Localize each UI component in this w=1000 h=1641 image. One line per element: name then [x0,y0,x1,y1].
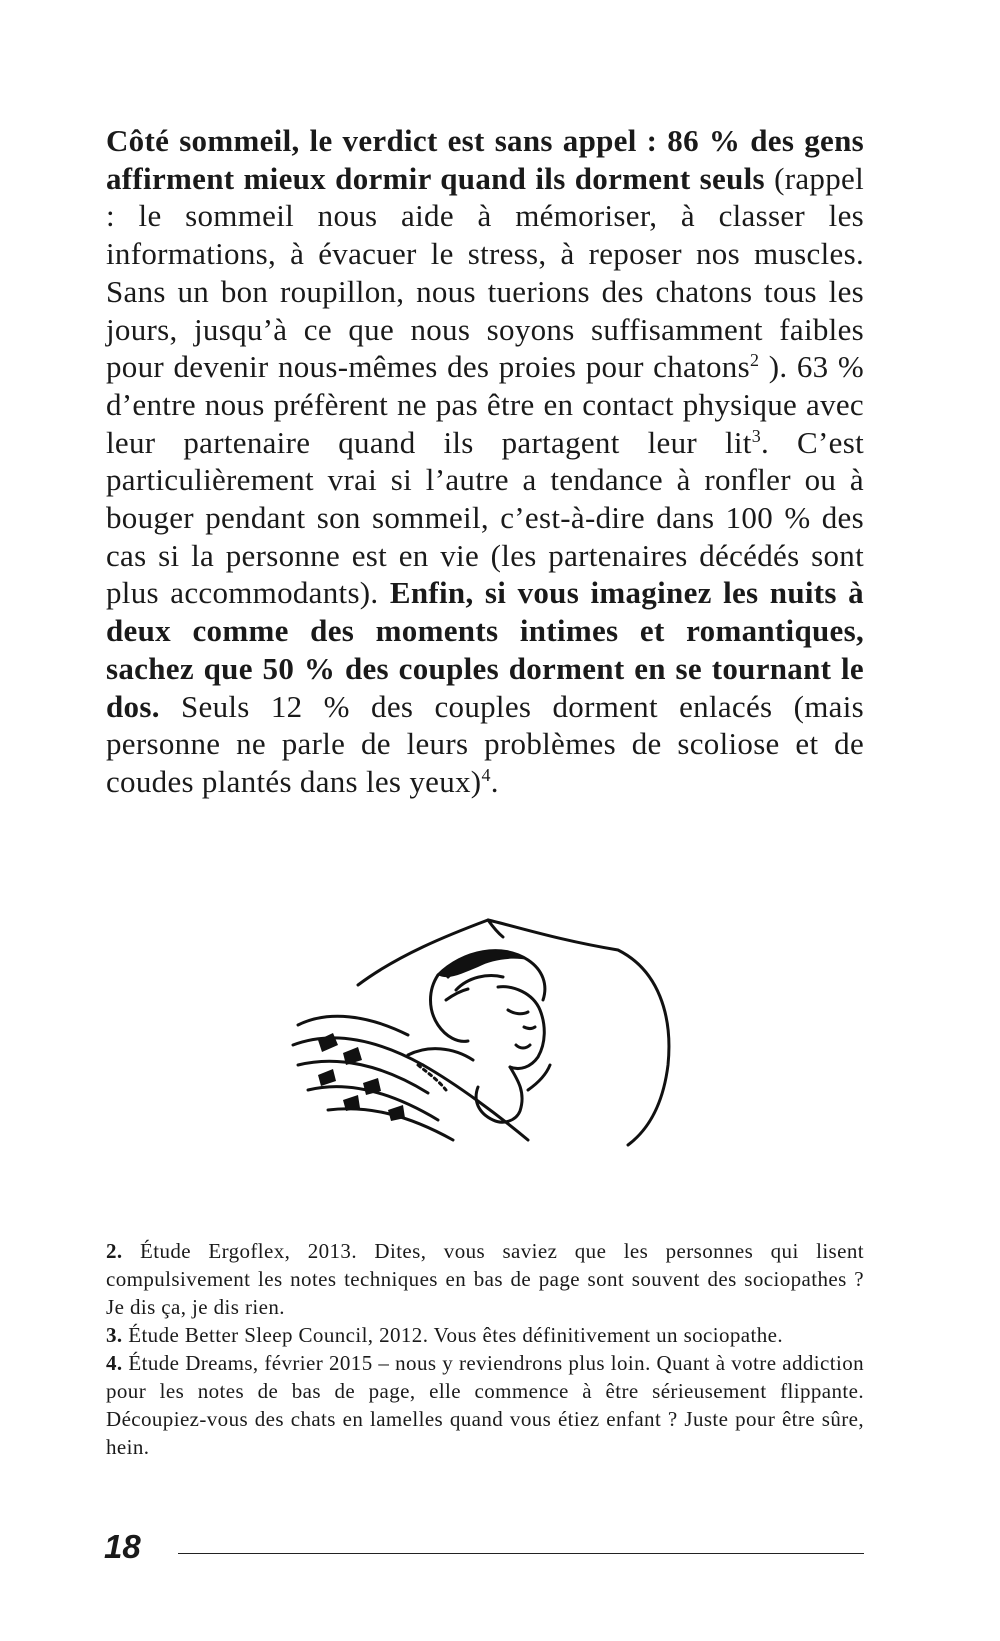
sleeping-woman-illustration [288,915,678,1155]
body-segment: . [490,763,499,799]
footnote-number: 2. [106,1239,123,1263]
footer-rule [178,1553,864,1554]
bold-statement-1: Côté sommeil, le verdict est sans appel : 86 % des gens affirment mieux dormir quand ils dorment seuls [106,123,864,196]
footnote-text: Étude Ergoflex, 2013. Dites, vous saviez que les personnes qui lisent compulsivement les notes techniques en bas de page sont souvent des sociopathes ? Je dis ça, je dis rien. [106,1239,864,1319]
body-segment: Seuls 12 % des couples dorment enlacés (mais personne ne parle de leurs problèmes de scoliose et de coudes plantés dans les yeux) [106,688,864,799]
footnote-number: 4. [106,1351,123,1375]
footnote-2 [106,1237,864,1321]
footnote-ref-2[interactable]: 2 [749,350,760,371]
body-segment: . C’est particulièrement vrai si l’autre a tendance à ronfler ou à bouger pendant son sommeil, c’est-à-dire dans 100 % des cas si la personne est en vie (les partenaires décédés sont plus accommodants). [106,424,864,611]
footnote-text: Étude Better Sleep Council, 2012. Vous êtes définitivement un sociopathe. [122,1323,784,1347]
bold-statement-2: Enfin, si vous imaginez les nuits à deux comme des moments intimes et romantiques, sachez que 50 % des couples dorment en se tournant le dos. [106,575,864,724]
body-segment: (rappel : le sommeil nous aide à mémoriser, à classer les informations, à évacuer le stress, à reposer nos muscles. Sans un bon roupillon, nous tuerions des chatons tous les jours, jusqu’à ce que nous soyons suffisamment faibles pour devenir nous-mêmes des proies pour chatons [106,160,864,385]
footnotes [106,1237,864,1461]
body-text [106,122,864,801]
footnote-4 [106,1349,864,1461]
body-segment: ). 63 % d’entre nous préfèrent ne pas être en contact physique avec leur partenaire quand ils partagent leur lit [106,349,864,460]
footnote-3 [106,1321,864,1349]
footnote-ref-4[interactable]: 4 [481,764,491,785]
footnote-number: 3. [106,1323,123,1347]
footnote-text: Étude Dreams, février 2015 – nous y reviendrons plus loin. Quant à votre addiction pour les notes de bas de page, elle commence à être sérieusement flippante. Découpiez-vous des chats en lamelles quand vous étiez enfant ? Juste pour être sûre, hein. [106,1351,864,1459]
footnote-ref-3[interactable]: 3 [751,425,762,446]
page-number: 18 [104,1528,141,1565]
